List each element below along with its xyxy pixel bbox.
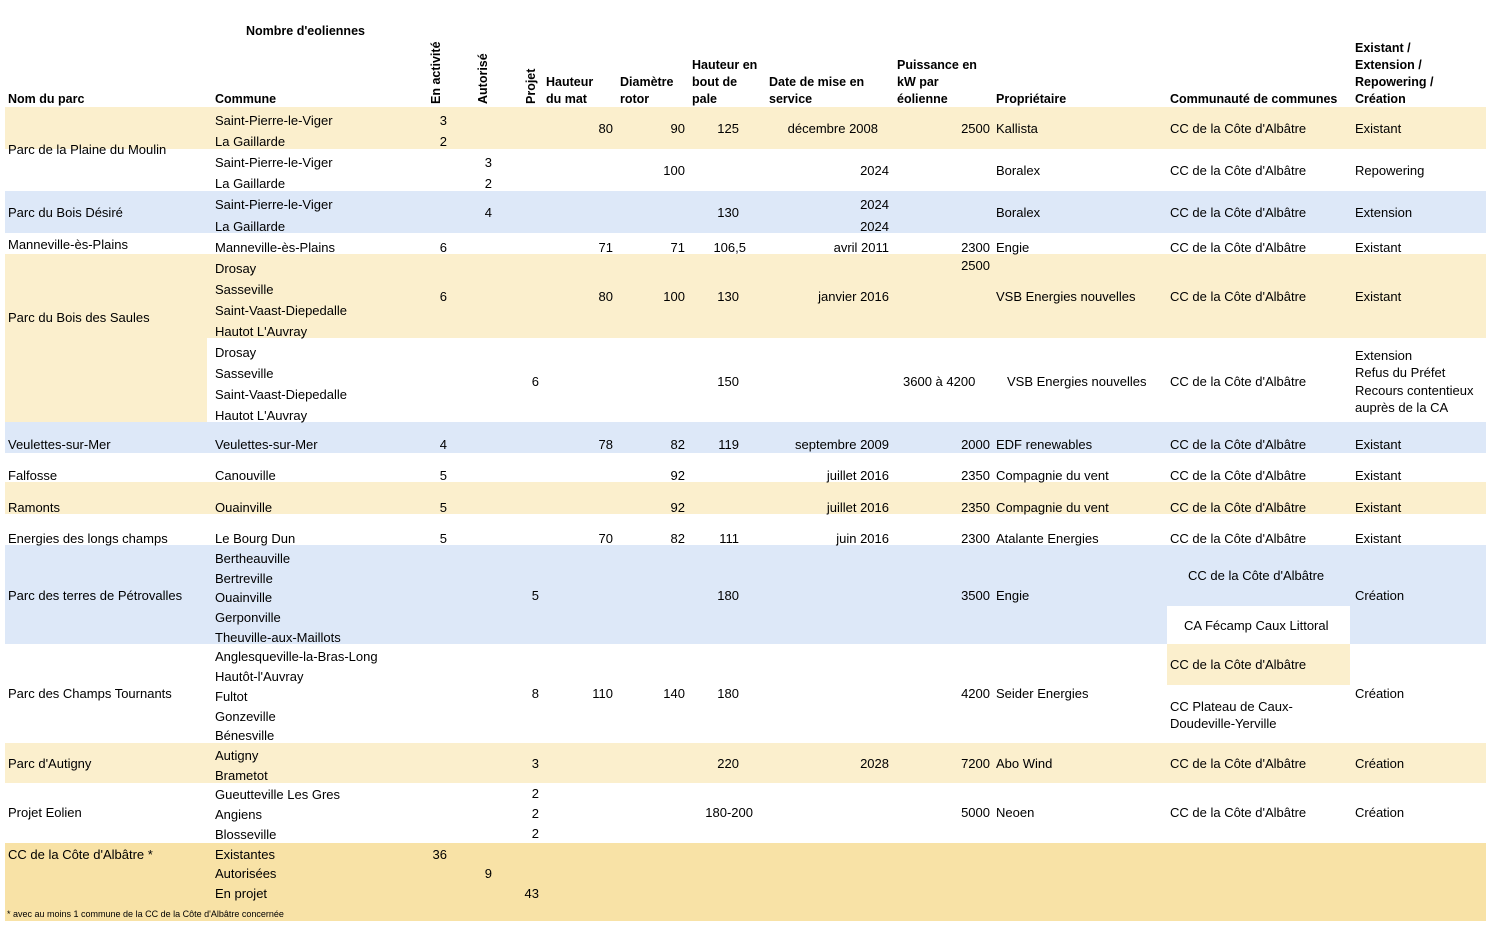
hauteur-bout-pale: 150 <box>717 374 739 389</box>
hauteur-bout-pale: 130 <box>717 205 739 220</box>
communaute-communes: CC de la Côte d'Albâtre <box>1170 500 1307 515</box>
header-proprietaire: Propriétaire <box>996 92 1067 106</box>
proprietaire: Neoen <box>996 805 1035 820</box>
commune: Saint-Pierre-le-Viger <box>215 155 333 170</box>
proprietaire: Compagnie du vent <box>996 468 1109 483</box>
statut: Existant <box>1355 240 1402 255</box>
date-mise-en-service: 2028 <box>860 756 889 771</box>
commune: Bénesville <box>215 728 275 743</box>
commune: Bertheauville <box>215 551 291 566</box>
commune: Gueutteville Les Gres <box>215 787 341 802</box>
totals-autorisees-label: Autorisées <box>215 866 277 881</box>
commune: Fultot <box>215 689 248 704</box>
proprietaire: Engie <box>996 240 1030 255</box>
communaute-communes: CC de la Côte d'Albâtre <box>1170 240 1307 255</box>
communaute-communes: CC de la Côte d'Albâtre <box>1170 531 1307 546</box>
hauteur-bout-pale: 180 <box>717 686 739 701</box>
proprietaire: Compagnie du vent <box>996 500 1109 515</box>
hauteur-bout-pale: 119 <box>718 437 739 452</box>
count-projet: 8 <box>531 686 539 701</box>
count-projet: 3 <box>531 756 539 771</box>
commune: Angiens <box>215 807 262 822</box>
header-autorise: Autorisé <box>476 53 490 104</box>
commune: Canouville <box>215 468 276 483</box>
totals-en-projet-label: En projet <box>215 886 268 901</box>
count-projet: 2 <box>531 786 539 801</box>
commune: Le Bourg Dun <box>215 531 296 546</box>
commune: Drosay <box>215 345 257 360</box>
park-name: Parc des terres de Pétrovalles <box>8 588 183 603</box>
communaute-communes: CC de la Côte d'Albâtre <box>1170 374 1307 389</box>
commune: Drosay <box>215 261 257 276</box>
puissance-kw: 5000 <box>961 805 990 820</box>
diametre-rotor: 92 <box>670 468 685 483</box>
commune: La Gaillarde <box>215 134 286 149</box>
footnote: * avec au moins 1 commune de la CC de la Côte d'Albâtre concernée <box>7 909 284 919</box>
hauteur-bout-pale: 220 <box>717 756 739 771</box>
count-projet: 2 <box>531 826 539 841</box>
statut: Extension <box>1355 205 1413 220</box>
diametre-rotor: 71 <box>670 240 685 255</box>
hauteur-bout-pale: 106,5 <box>713 240 746 255</box>
diametre-rotor: 140 <box>663 686 685 701</box>
communaute-communes: CC de la Côte d'Albâtre <box>1170 121 1307 136</box>
diametre-rotor: 100 <box>663 289 685 304</box>
count-en-activite: 5 <box>439 468 447 483</box>
proprietaire: Abo Wind <box>996 756 1053 771</box>
communaute-communes: CC de la Côte d'Albâtre <box>1170 468 1307 483</box>
header-projet: Projet <box>524 68 538 104</box>
count-en-activite: 6 <box>439 289 447 304</box>
header-commune: Commune <box>215 92 277 106</box>
commune: Veulettes-sur-Mer <box>215 437 318 452</box>
commune: Blosseville <box>215 827 277 842</box>
totals-existantes-value: 36 <box>432 847 447 862</box>
commune: Sasseville <box>215 366 274 381</box>
count-projet: 5 <box>531 588 539 603</box>
count-projet: 2 <box>531 806 539 821</box>
puissance-kw: 2000 <box>961 437 990 452</box>
proprietaire: Atalante Energies <box>996 531 1099 546</box>
date-mise-en-service: juin 2016 <box>836 531 889 546</box>
communaute-communes: CC de la Côte d'Albâtre <box>1170 163 1307 178</box>
hauteur-mat: 110 <box>592 686 613 701</box>
hauteur-mat: 71 <box>598 240 613 255</box>
hauteur-bout-pale: 111 <box>719 531 739 546</box>
band-bois-saules-left <box>5 338 207 422</box>
date-mise-en-service: 2024 <box>860 219 889 234</box>
diametre-rotor: 90 <box>670 121 685 136</box>
header-date-mise: Date de mise en service <box>769 75 865 106</box>
header-diametre-rotor: Diamètre rotor <box>620 75 674 106</box>
date-mise-en-service: décembre 2008 <box>787 121 878 136</box>
park-name: Manneville-ès-Plains <box>8 237 128 252</box>
count-en-activite: 4 <box>439 437 447 452</box>
statut: Création <box>1355 686 1405 701</box>
date-mise-en-service: janvier 2016 <box>818 289 889 304</box>
communaute-communes: CC de la Côte d'Albâtre <box>1170 437 1307 452</box>
statut: Existant <box>1355 500 1402 515</box>
puissance-kw: 2350 <box>961 468 990 483</box>
header-nom-du-parc: Nom du parc <box>8 92 85 106</box>
proprietaire: Boralex <box>996 163 1041 178</box>
commune: La Gaillarde <box>215 176 286 191</box>
communaute-communes: CC de la Côte d'Albâtre <box>1188 568 1325 583</box>
header-hauteur-bout: Hauteur en bout de pale <box>692 58 758 106</box>
diametre-rotor: 92 <box>670 500 685 515</box>
communaute-communes: CC de la Côte d'Albâtre <box>1170 805 1307 820</box>
park-name: Ramonts <box>8 500 61 515</box>
header-group: Nombre d'eoliennes <box>246 24 365 38</box>
statut: Création <box>1355 588 1405 603</box>
count-autorise: 4 <box>484 205 492 220</box>
commune: Saint-Pierre-le-Viger <box>215 113 333 128</box>
header-puissance: Puissance en kW par éolienne <box>897 58 977 106</box>
statut: Création <box>1355 805 1405 820</box>
puissance-kw: 4200 <box>961 686 990 701</box>
commune: Bertreville <box>215 571 273 586</box>
totals-autorisees-value: 9 <box>484 866 492 881</box>
proprietaire: Engie <box>996 588 1030 603</box>
park-name: Parc des Champs Tournants <box>8 686 172 701</box>
commune: Gerponville <box>215 610 281 625</box>
commune: Theuville-aux-Maillots <box>215 630 341 645</box>
proprietaire: EDF renewables <box>996 437 1093 452</box>
proprietaire: Boralex <box>996 205 1041 220</box>
puissance-kw: 3600 à 4200 <box>903 374 976 389</box>
park-name: Parc du Bois des Saules <box>8 310 150 325</box>
count-en-activite: 3 <box>439 113 447 128</box>
communaute-communes: CC Plateau de Caux- Doudeville-Yerville <box>1170 699 1293 731</box>
statut: Extension Refus du Préfet Recours contentieux auprès de la CA <box>1355 348 1474 415</box>
count-en-activite: 5 <box>439 500 447 515</box>
header-en-activite: En activité <box>429 41 443 104</box>
commune: Anglesqueville-la-Bras-Long <box>215 649 378 664</box>
park-name: Parc du Bois Désiré <box>8 205 123 220</box>
commune: Gonzeville <box>215 709 276 724</box>
count-en-activite: 2 <box>439 134 447 149</box>
commune: Hautôt-l'Auvray <box>215 669 304 684</box>
statut: Existant <box>1355 531 1402 546</box>
commune: Ouainville <box>215 590 273 605</box>
commune: Autigny <box>215 748 259 763</box>
hauteur-bout-pale: 130 <box>717 289 739 304</box>
diametre-rotor: 100 <box>663 163 685 178</box>
date-mise-en-service: juillet 2016 <box>826 468 889 483</box>
hauteur-bout-pale: 125 <box>717 121 739 136</box>
park-name: Falfosse <box>8 468 58 483</box>
puissance-kw: 3500 <box>961 588 990 603</box>
commune: Hautot L'Auvray <box>215 408 308 423</box>
commune: Sasseville <box>215 282 274 297</box>
puissance-kw: 2500 <box>961 258 990 273</box>
communaute-communes: CC de la Côte d'Albâtre <box>1170 205 1307 220</box>
date-mise-en-service: septembre 2009 <box>795 437 889 452</box>
hauteur-mat: 78 <box>598 437 613 452</box>
count-en-activite: 6 <box>439 240 447 255</box>
communaute-communes: CC de la Côte d'Albâtre <box>1170 289 1307 304</box>
commune: Saint-Vaast-Diepedalle <box>215 303 347 318</box>
puissance-kw: 2500 <box>961 121 990 136</box>
hauteur-mat: 80 <box>598 289 613 304</box>
park-name: Projet Eolien <box>8 805 82 820</box>
proprietaire: Kallista <box>996 121 1038 136</box>
statut: Existant <box>1355 437 1402 452</box>
diametre-rotor: 82 <box>670 437 685 452</box>
header-statut: Existant / Extension / Repowering / Création <box>1355 41 1434 106</box>
totals-existantes-label: Existantes <box>215 847 275 862</box>
statut: Existant <box>1355 121 1402 136</box>
park-name: Energies des longs champs <box>8 531 168 546</box>
statut: Repowering <box>1355 163 1425 178</box>
park-name: Veulettes-sur-Mer <box>8 437 111 452</box>
date-mise-en-service: 2024 <box>860 197 889 212</box>
commune: Saint-Vaast-Diepedalle <box>215 387 347 402</box>
diametre-rotor: 82 <box>670 531 685 546</box>
park-name: Parc de la Plaine du Moulin <box>8 142 167 157</box>
puissance-kw: 2350 <box>961 500 990 515</box>
hauteur-bout-pale: 180 <box>717 588 739 603</box>
communaute-communes: CC de la Côte d'Albâtre <box>1170 756 1307 771</box>
statut: Existant <box>1355 468 1402 483</box>
date-mise-en-service: 2024 <box>860 163 889 178</box>
proprietaire: Seider Energies <box>996 686 1089 701</box>
commune: Brametot <box>215 768 268 783</box>
hauteur-bout-pale: 180-200 <box>705 805 753 820</box>
communaute-communes: CA Fécamp Caux Littoral <box>1184 618 1329 633</box>
date-mise-en-service: juillet 2016 <box>826 500 889 515</box>
commune: Hautot L'Auvray <box>215 324 308 339</box>
commune: La Gaillarde <box>215 219 286 234</box>
count-autorise: 2 <box>484 176 492 191</box>
totals-en-projet-value: 43 <box>524 886 539 901</box>
commune: Manneville-ès-Plains <box>215 240 335 255</box>
puissance-kw: 2300 <box>961 240 990 255</box>
count-autorise: 3 <box>484 155 492 170</box>
hauteur-mat: 80 <box>598 121 613 136</box>
commune: Ouainville <box>215 500 273 515</box>
count-en-activite: 5 <box>439 531 447 546</box>
statut: Création <box>1355 756 1405 771</box>
count-projet: 6 <box>531 374 539 389</box>
puissance-kw: 2300 <box>961 531 990 546</box>
communaute-communes: CC de la Côte d'Albâtre <box>1170 657 1307 672</box>
hauteur-mat: 70 <box>598 531 613 546</box>
statut: Existant <box>1355 289 1402 304</box>
proprietaire: VSB Energies nouvelles <box>996 289 1136 304</box>
header-hauteur-mat: Hauteur du mat <box>546 75 594 106</box>
date-mise-en-service: avril 2011 <box>833 240 889 255</box>
commune: Saint-Pierre-le-Viger <box>215 197 333 212</box>
park-name: Parc d'Autigny <box>8 756 92 771</box>
proprietaire: VSB Energies nouvelles <box>1007 374 1147 389</box>
puissance-kw: 7200 <box>961 756 990 771</box>
totals-label: CC de la Côte d'Albâtre * <box>8 847 153 862</box>
header-communaute: Communauté de communes <box>1170 92 1338 106</box>
